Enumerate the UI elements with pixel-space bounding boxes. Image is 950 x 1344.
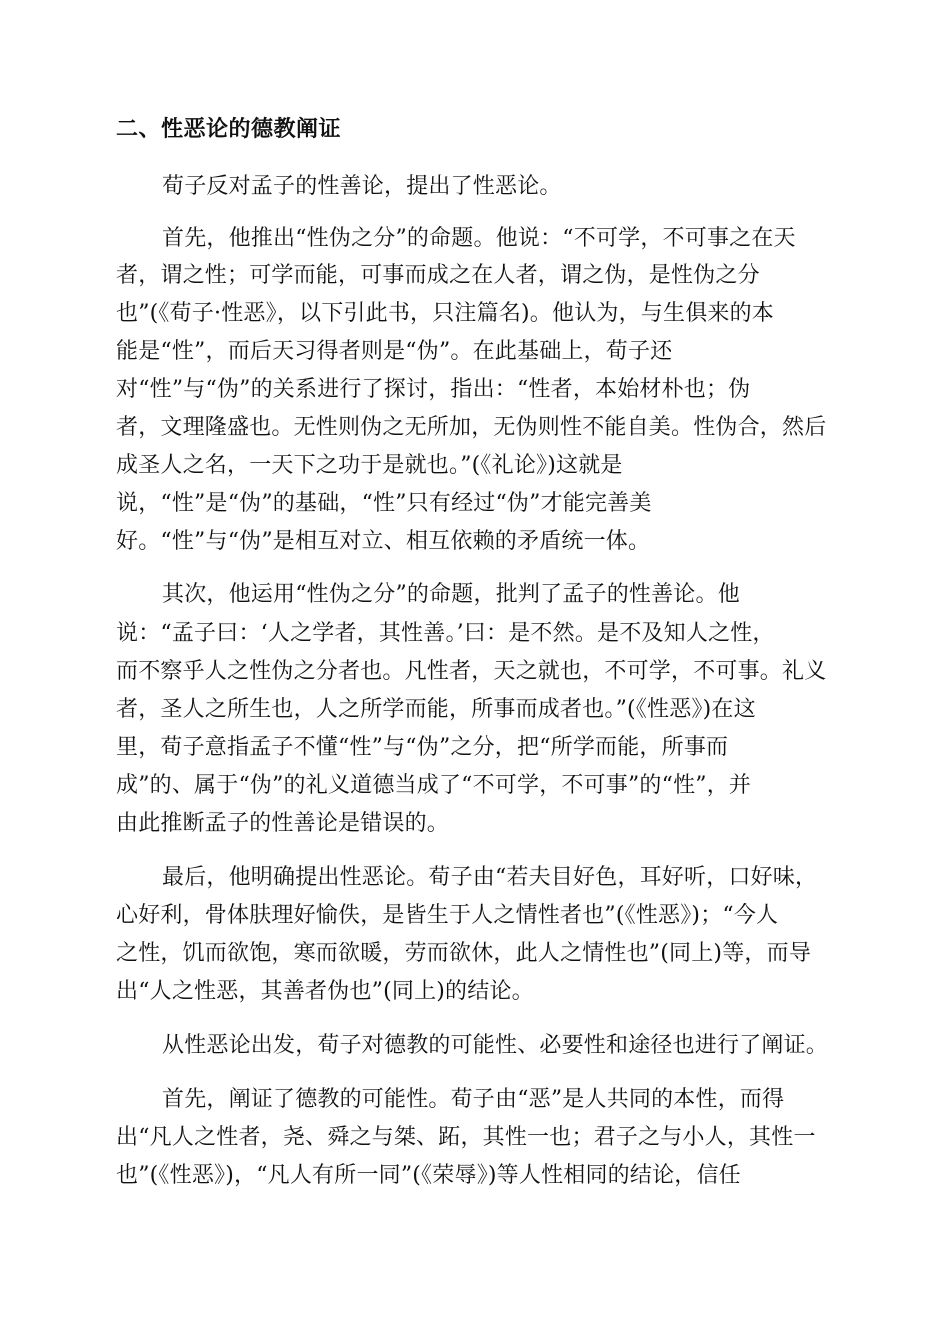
paragraph-line: 其次，他运用“性伪之分”的命题，批判了孟子的性善论。他 (162, 582, 740, 607)
paragraph-line: 说：“孟子曰：‘人之学者，其性善。’曰：是不然。是不及知人之性， (116, 621, 775, 646)
paragraph-line: 者，谓之性；可学而能，可事而成之在人者，谓之伪，是性伪之分 (116, 263, 760, 288)
paragraph-line: 最后，他明确提出性恶论。荀子由“若夫目好色，耳好听，口好味， (162, 865, 818, 890)
section-heading: 二、性恶论的德教阐证 (116, 117, 342, 142)
paragraph-line: 能是“性”，而后天习得者则是“伪”。在此基础上，荀子还 (116, 339, 673, 364)
paragraph-line: 好。“性”与“伪”是相互对立、相互依赖的矛盾统一体。 (116, 529, 651, 554)
paragraph-line: 由此推断孟子的性善论是错误的。 (116, 811, 450, 836)
paragraph-line: 出“凡人之性者，尧、舜之与桀、跖，其性一也；君子之与小人，其性一 (116, 1125, 816, 1150)
paragraph-line: 出“人之性恶，其善者伪也”(同上)的结论。 (116, 979, 534, 1004)
paragraph-line: 说，“性”是“伪”的基础，“性”只有经过“伪”才能完善美 (116, 491, 652, 516)
paragraph-line: 成圣人之名，一天下之功于是就也。”(《礼论》)这就是 (116, 453, 623, 478)
paragraph-line: 者，圣人之所生也，人之所学而能，所事而成者也。”(《性恶》)在这 (116, 697, 756, 722)
paragraph-line: 首先，阐证了德教的可能性。荀子由“恶”是人共同的本性，而得 (162, 1087, 785, 1112)
paragraph-line: 从性恶论出发，荀子对德教的可能性、必要性和途径也进行了阐证。 (162, 1033, 829, 1058)
paragraph-line: 心好利，骨体肤理好愉佚，是皆生于人之情性者也”(《性恶》)；“今人 (116, 903, 779, 928)
paragraph-line: 对“性”与“伪”的关系进行了探讨，指出：“性者，本始材朴也；伪 (116, 377, 751, 402)
paragraph-line: 荀子反对孟子的性善论，提出了性恶论。 (162, 174, 562, 199)
paragraph-line: 也”(《荀子·性恶》，以下引此书，只注篇名)。他认为，与生俱来的本 (116, 301, 775, 326)
paragraph-line: 而不察乎人之性伪之分者也。凡性者，天之就也，不可学，不可事。礼义 (116, 659, 827, 684)
paragraph-line: 之性，饥而欲饱，寒而欲暖，劳而欲休，此人之情性也”(同上)等，而导 (116, 941, 812, 966)
paragraph-line: 者，文理隆盛也。无性则伪之无所加，无伪则性不能自美。性伪合，然后 (116, 415, 827, 440)
paragraph-line: 首先，他推出“性伪之分”的命题。他说：“不可学，不可事之在天 (162, 226, 796, 251)
paragraph-line: 成”的、属于“伪”的礼义道德当成了“不可学，不可事”的“性”，并 (116, 773, 752, 798)
paragraph-line: 也”(《性恶》)，“凡人有所一同”(《荣辱》)等人性相同的结论，信任 (116, 1163, 741, 1188)
paragraph-line: 里，荀子意指孟子不懂“性”与“伪”之分，把“所学而能，所事而 (116, 735, 729, 760)
